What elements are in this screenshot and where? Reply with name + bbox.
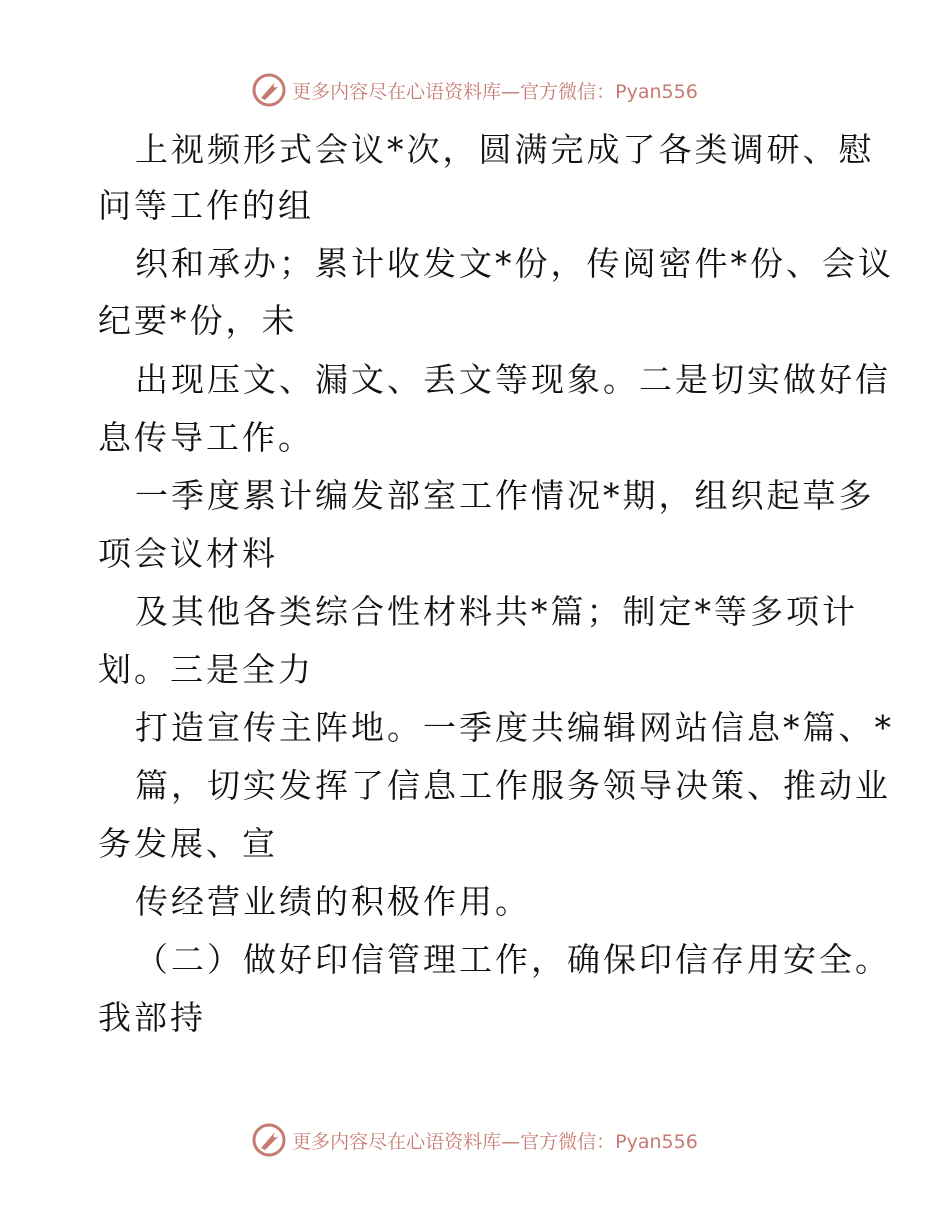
header-watermark [0,70,950,110]
body-line: 息传导工作。 [98,418,314,457]
body-line: 我部持 [98,998,206,1037]
body-line: 一季度累计编发部室工作情况*期，组织起草多 [135,476,875,515]
pen-nib-icon [252,1123,286,1157]
body-line: 及其他各类综合性材料共*篇；制定*等多项计 [135,592,858,631]
body-line: 织和承办；累计收发文*份，传阅密件*份、会议 [135,244,894,283]
body-line: 问等工作的组 [98,186,314,225]
body-line: 划。三是全力 [98,650,314,689]
body-line: 打造宣传主阵地。一季度共编辑网站信息*篇、* [135,708,894,747]
body-line: 出现压文、漏文、丢文等现象。二是切实做好信 [135,360,891,399]
body-line: 纪要*份，未 [98,301,298,340]
footer-watermark [0,1120,950,1160]
pen-nib-icon [252,73,286,107]
body-line: 项会议材料 [98,534,278,573]
body-line: （二）做好印信管理工作，确保印信存用安全。 [135,940,891,979]
body-line: 传经营业绩的积极作用。 [135,882,531,921]
watermark-text: 更多内容尽在心语资料库—官方微信：Pyan556 [292,1130,698,1153]
body-line: 篇，切实发挥了信息工作服务领导决策、推动业 [135,766,891,805]
watermark-text: 更多内容尽在心语资料库—官方微信：Pyan556 [292,80,698,103]
body-line: 上视频形式会议*次，圆满完成了各类调研、慰 [135,130,875,169]
body-line: 务发展、宣 [98,824,278,863]
